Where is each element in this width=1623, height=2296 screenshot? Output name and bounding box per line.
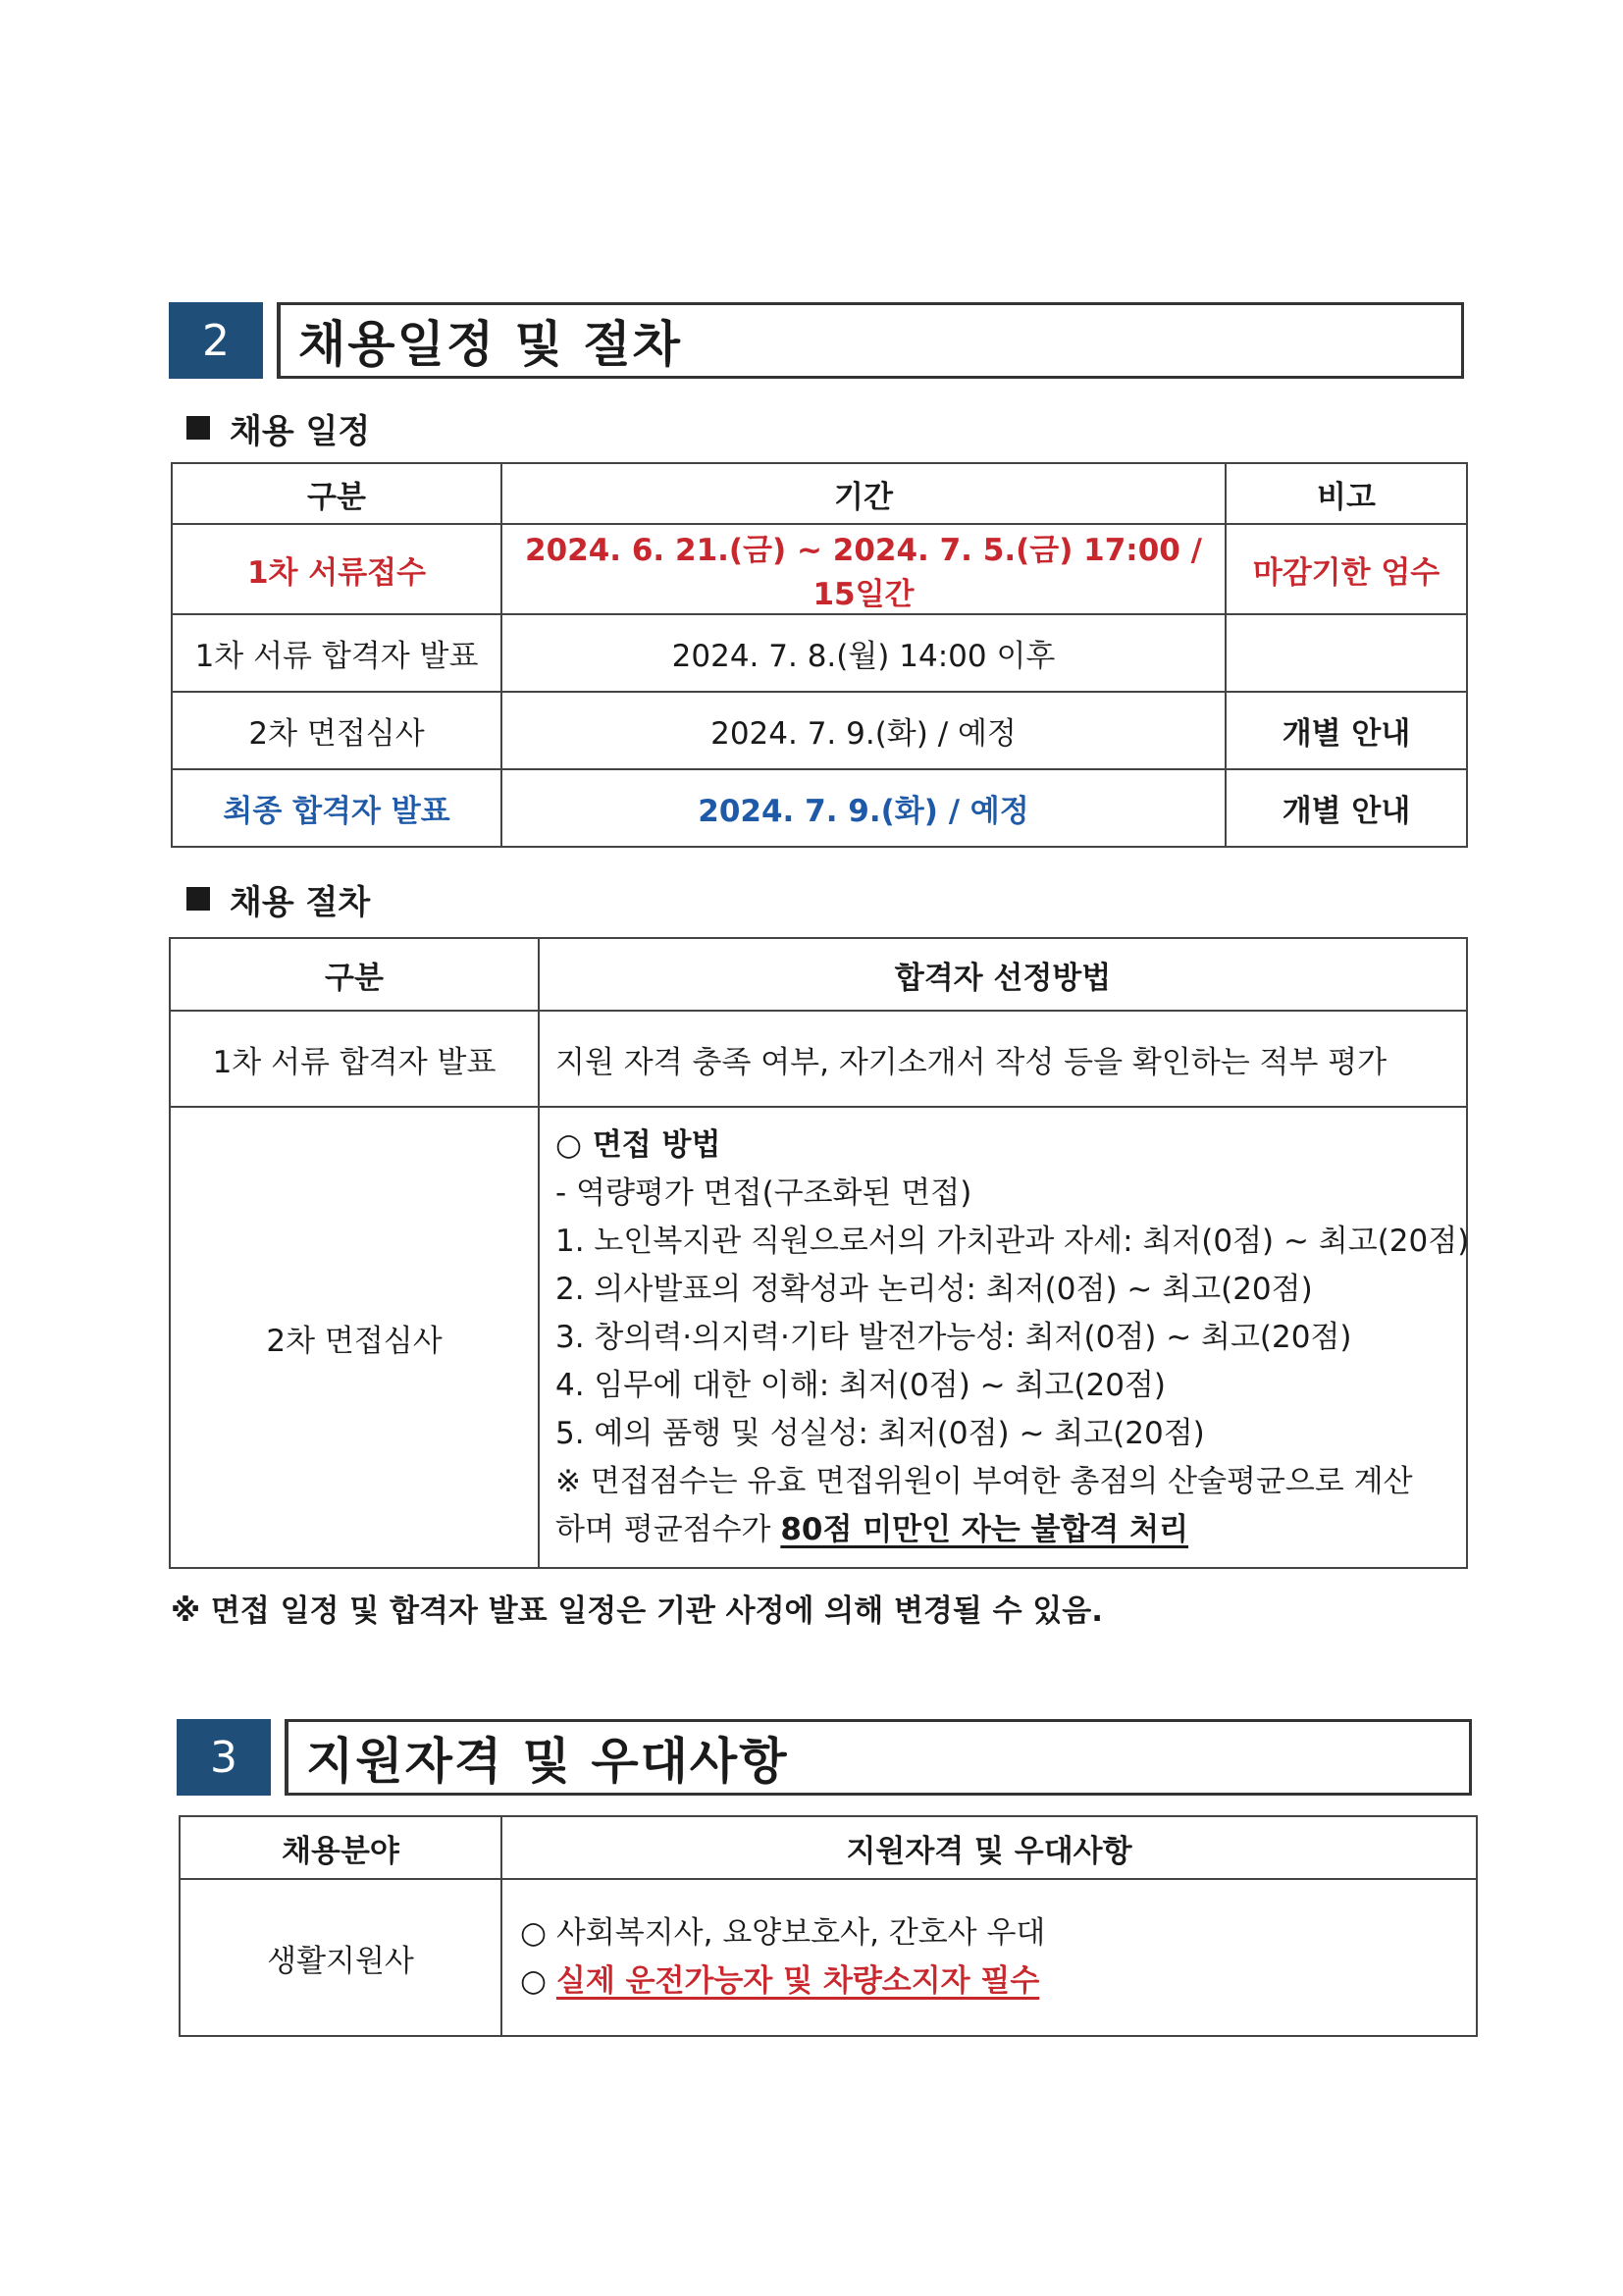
procedure-heading: 채용 절차 <box>186 877 370 920</box>
square-bullet-icon <box>186 887 210 911</box>
col-header-period: 기간 <box>501 463 1226 524</box>
row-field: 생활지원사 <box>180 1879 501 2036</box>
col-header-category: 구분 <box>170 938 539 1011</box>
col-header-field: 채용분야 <box>180 1816 501 1879</box>
table-row <box>172 769 1467 847</box>
section-3-number: 3 <box>177 1719 271 1796</box>
section-3-title: 지원자격 및 우대사항 <box>285 1719 1472 1796</box>
col-header-note: 비고 <box>1226 463 1467 524</box>
table-row <box>172 524 1467 614</box>
row-note: 개별 안내 <box>1226 692 1467 769</box>
square-bullet-icon <box>186 416 210 440</box>
required-line: ○ 실제 운전가능자 및 차량소지자 필수 <box>520 1963 1040 1999</box>
required-condition: 실제 운전가능자 및 차량소지자 필수 <box>555 1963 1040 1999</box>
col-header-category: 구분 <box>172 463 501 524</box>
table-row <box>170 1011 1467 1107</box>
row-category: 1차 서류 합격자 발표 <box>172 614 501 692</box>
method-last-line: 하며 평균점수가 80점 미만인 자는 불합격 처리 <box>555 1512 1189 1547</box>
row-note <box>1226 614 1467 692</box>
col-header-method: 합격자 선정방법 <box>539 938 1467 1011</box>
method-line: 4. 임무에 대한 이해: 최저(0점) ~ 최고(20점) <box>555 1368 1166 1403</box>
row-category: 2차 면접심사 <box>172 692 501 769</box>
table-row <box>172 692 1467 769</box>
row-category: 2차 면접심사 <box>170 1107 539 1568</box>
procedure-table <box>169 937 1468 1569</box>
schedule-table <box>171 462 1468 848</box>
table-row <box>180 1879 1477 2036</box>
row-method: 지원 자격 충족 여부, 자기소개서 작성 등을 확인하는 적부 평가 <box>539 1011 1467 1107</box>
method-line: 3. 창의력·의지력·기타 발전가능성: 최저(0점) ~ 최고(20점) <box>555 1320 1352 1355</box>
row-period: 2024. 7. 9.(화) / 예정 <box>501 692 1226 769</box>
row-period: 2024. 7. 8.(월) 14:00 이후 <box>501 614 1226 692</box>
method-line: ※ 면접점수는 유효 면접위원이 부여한 총점의 산술평균으로 계산 <box>555 1464 1413 1499</box>
table-row <box>172 614 1467 692</box>
section-2-header <box>169 302 1464 379</box>
row-category: 1차 서류 합격자 발표 <box>170 1011 539 1107</box>
schedule-heading: 채용 일정 <box>186 406 370 449</box>
table-row <box>170 1107 1467 1568</box>
section-3-header <box>177 1719 1472 1796</box>
row-note: 개별 안내 <box>1226 769 1467 847</box>
qualification-cell <box>501 1879 1477 2036</box>
section-2-title: 채용일정 및 절차 <box>277 302 1464 379</box>
schedule-footnote: ※ 면접 일정 및 합격자 발표 일정은 기관 사정에 의해 변경될 수 있음. <box>171 1593 1104 1629</box>
method-line: 1. 노인복지관 직원으로서의 가치관과 자세: 최저(0점) ~ 최고(20점) <box>555 1224 1470 1259</box>
row-category: 최종 합격자 발표 <box>172 769 501 847</box>
method-line: - 역량평가 면접(구조화된 면접) <box>555 1175 972 1211</box>
col-header-qualification: 지원자격 및 우대사항 <box>501 1816 1477 1879</box>
method-line: 2. 의사발표의 정확성과 논리성: 최저(0점) ~ 최고(20점) <box>555 1272 1313 1307</box>
fail-criteria: 80점 미만인 자는 불합격 처리 <box>780 1512 1189 1547</box>
row-period: 2024. 6. 21.(금) ~ 2024. 7. 5.(금) 17:00 / 15일간 <box>501 524 1226 614</box>
row-category: 1차 서류접수 <box>172 524 501 614</box>
method-line: 5. 예의 품행 및 성실성: 최저(0점) ~ 최고(20점) <box>555 1416 1205 1451</box>
interview-method-cell <box>539 1107 1470 1568</box>
qualification-table <box>179 1815 1478 2037</box>
row-note: 마감기한 엄수 <box>1226 524 1467 614</box>
row-period: 2024. 7. 9.(화) / 예정 <box>501 769 1226 847</box>
section-2-number: 2 <box>169 302 263 379</box>
preference-line: ○ 사회복지사, 요양보호사, 간호사 우대 <box>520 1915 1046 1951</box>
method-title: ○ 면접 방법 <box>555 1127 721 1163</box>
